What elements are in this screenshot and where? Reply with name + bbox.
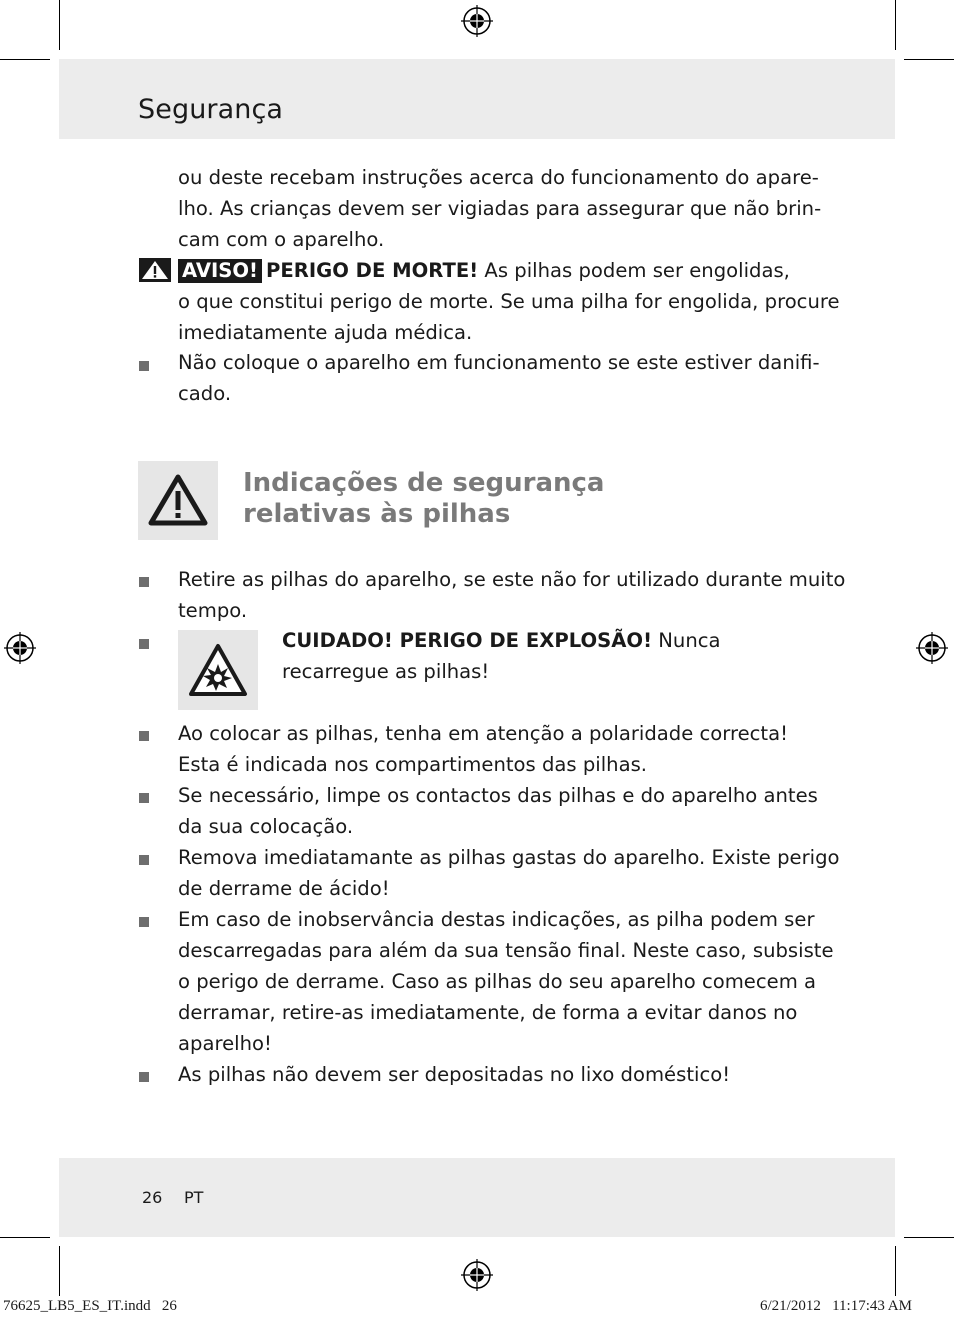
crop-mark [59,1246,60,1296]
list-item-line: Retire as pilhas do aparelho, se este não for utilizado durante muito [178,568,846,591]
list-item-line: derramar, retire-as imediatamente, de forma a evitar danos no [178,1001,798,1024]
language-code: PT [184,1188,204,1207]
warning-line: o que constitui perigo de morte. Se uma pilha for engolida, procure [178,290,840,313]
intro-line: ou deste recebam instruções acerca do funcionamento do apare- [178,166,819,189]
intro-line: cam com o aparelho. [178,228,385,251]
crop-mark [59,0,60,50]
bullet-marker [139,793,149,803]
registration-mark-icon [3,631,37,665]
section-title: Indicações de segurança [243,468,605,498]
timestamp-slug: 6/21/2012 11:17:43 AM [760,1298,912,1314]
warning-triangle-icon [139,258,171,282]
list-item-line: cado. [178,382,232,405]
warning-line: imediatamente ajuda médica. [178,321,473,344]
bullet-marker [139,577,149,587]
crop-mark [895,0,896,50]
bullet-marker [139,361,149,371]
list-item-line: Esta é indicada nos compartimentos das pilhas. [178,753,648,776]
crop-mark [904,59,954,60]
page-number: 26 [142,1188,163,1207]
list-item-line: o perigo de derrame. Caso as pilhas do seu aparelho comecem a [178,970,817,993]
bullet-marker [139,855,149,865]
list-item-line: recarregue as pilhas! [282,660,490,683]
list-item-line: Ao colocar as pilhas, tenha em atenção a polaridade correcta! [178,722,788,745]
crop-mark [895,1246,896,1296]
file-slug: 76625_LB5_ES_IT.indd 26 [3,1298,177,1314]
warning-line [178,255,790,286]
list-item-line: da sua colocação. [178,815,354,838]
explosion-warning-text: Nunca [652,629,721,652]
intro-line: lho. As crianças devem ser vigiadas para assegurar que não brin- [178,197,822,220]
bullet-marker [139,917,149,927]
explosion-hazard-icon [178,630,258,710]
warning-text: As pilhas podem ser engolidas, [478,259,790,282]
list-item-line: tempo. [178,599,248,622]
explosion-warning-heading: CUIDADO! PERIGO DE EXPLOSÃO! [282,629,653,652]
list-item-line: aparelho! [178,1032,272,1055]
list-item-line: Não coloque o aparelho em funcionamento se este estiver danifi- [178,351,820,374]
registration-mark-icon [460,4,494,38]
crop-mark [0,1237,50,1238]
bullet-marker [139,1072,149,1082]
bullet-marker [139,731,149,741]
list-item-line: de derrame de ácido! [178,877,390,900]
bullet-marker [139,639,149,649]
explosion-icon-box [178,630,258,710]
section-icon-box [138,461,218,540]
list-item-line: descarregadas para além da sua tensão final. Neste caso, subsiste [178,939,834,962]
warning-heading: PERIGO DE MORTE! [266,259,479,282]
registration-mark-icon [460,1258,494,1292]
warning-triangle-icon [138,461,218,540]
list-item-line: Em caso de inobservância destas indicações, as pilha podem ser [178,908,815,931]
aviso-badge: AVISO! [178,259,262,283]
crop-mark [0,59,50,60]
section-title: relativas às pilhas [243,499,511,529]
list-item-line [282,625,721,656]
list-item-line: Se necessário, limpe os contactos das pilhas e do aparelho antes [178,784,818,807]
registration-mark-icon [915,631,949,665]
list-item-line: As pilhas não devem ser depositadas no lixo doméstico! [178,1063,731,1086]
crop-mark [904,1237,954,1238]
page-title: Segurança [138,94,284,125]
list-item-line: Remova imediatamante as pilhas gastas do aparelho. Existe perigo [178,846,840,869]
